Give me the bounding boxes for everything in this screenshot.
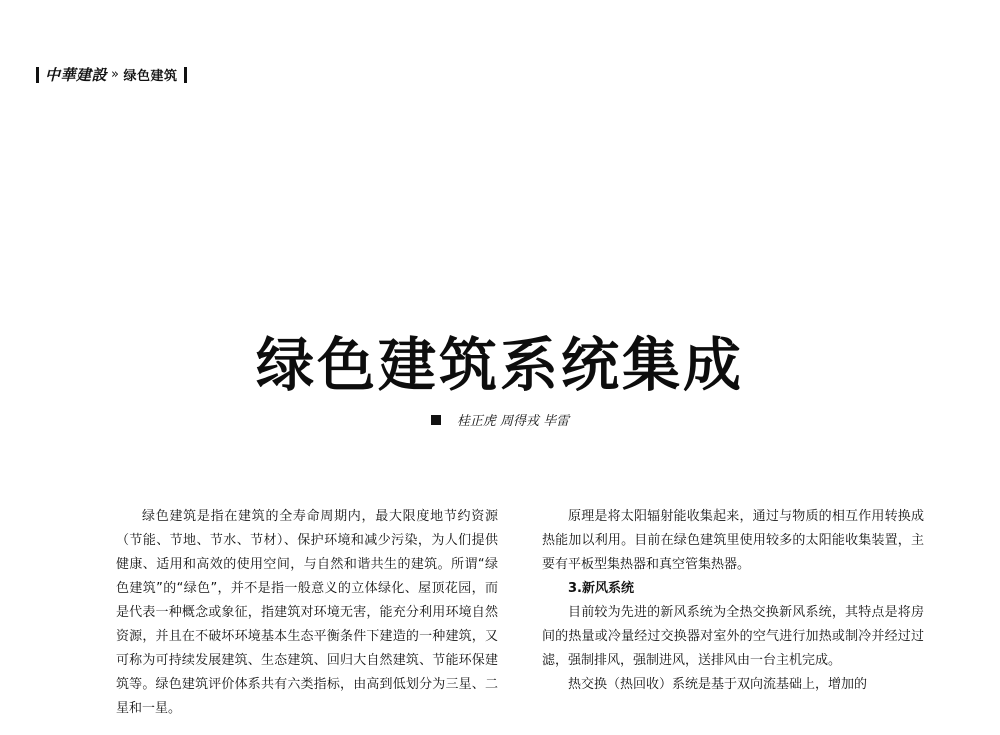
section-name: 绿色建筑 — [123, 69, 178, 84]
article-title: 绿色建筑系统集成 — [255, 331, 744, 399]
author-names: 桂正虎 周得戎 毕雷 — [456, 414, 570, 429]
body-paragraph: 绿色建筑是指在建筑的全寿命周期内，最大限度地节约资源（节能、节地、节水、节材）、保护环境和减少污染，为人们提供健康、适用和高效的使用空间，与自然和谐共生的建筑。所谓“绿色建筑”的“绿色”，并不是指一般意义的立体绿化、屋顶花园，而是代表一种概念或象征，指建筑对环境无害，能充分利用环境自然资源，并且在不破坏环境基本生态平衡条件下建造的一种建筑，又可称为可持续发展建筑、生态建筑、回归大自然建筑、节能环保建筑等。绿色建筑评价体系共有六类指标，由高到低划分为三星、二星和一星。 — [116, 509, 498, 716]
header-bar-left — [36, 67, 39, 83]
square-bullet-icon — [431, 415, 441, 425]
header-separator: » — [111, 67, 120, 82]
body-paragraph: 目前较为先进的新风系统为全热交换新风系统，其特点是将房间的热量或冷量经过交换器对室外的空气进行加热或制冷并经过过滤，强制排风，强制进风，送排风由一台主机完成。 — [542, 605, 924, 668]
author-line — [0, 410, 1000, 429]
header-bar-right — [184, 67, 187, 83]
journal-brand: 中華建設 — [45, 66, 108, 84]
body-paragraph: 原理是将太阳辐射能收集起来，通过与物质的相互作用转换成热能加以利用。目前在绿色建筑里使用较多的太阳能收集装置，主要有平板型集热器和真空管集热器。 — [542, 509, 924, 572]
section-subheading: 3.新风系统 — [568, 581, 634, 596]
running-header — [30, 64, 193, 85]
right-column — [542, 505, 924, 697]
left-column — [116, 505, 498, 721]
body-paragraph: 热交换（热回收）系统是基于双向流基础上，增加的 — [568, 677, 868, 692]
